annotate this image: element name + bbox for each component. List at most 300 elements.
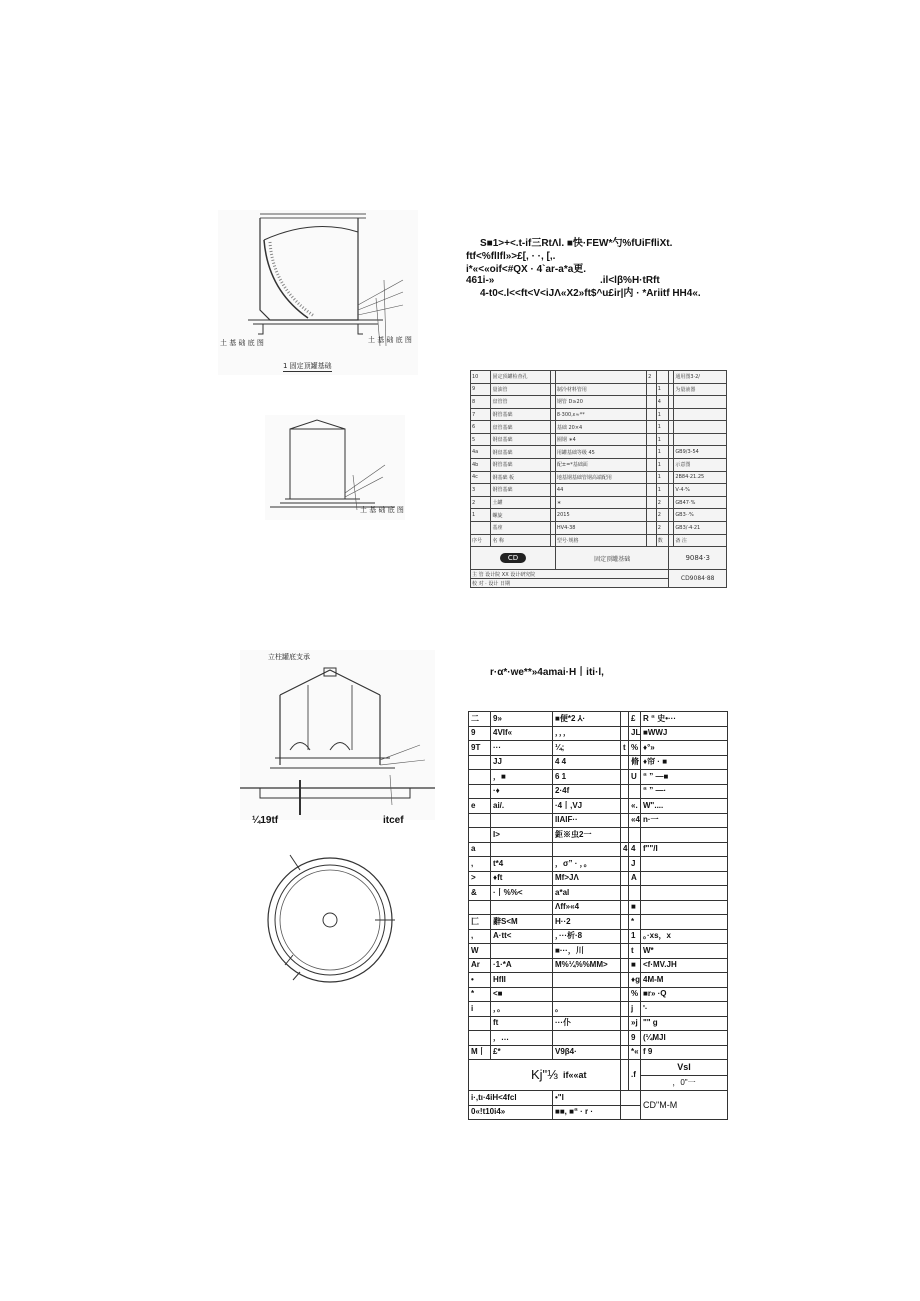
parts-cell: ∗ xyxy=(555,496,646,509)
table-cell: “ ” —· xyxy=(641,784,728,799)
table-cell: A·tt< xyxy=(491,929,553,944)
table-cell: ，σ” · ，。 xyxy=(553,857,621,872)
parts-cell: 序号 xyxy=(471,534,491,547)
parts-cell xyxy=(647,471,657,484)
parts-cell: 钢管 D≥20 xyxy=(555,396,646,409)
table-cell: ·丨%%< xyxy=(491,886,553,901)
table-row xyxy=(469,987,728,1002)
table-cell: “ ” —■ xyxy=(641,770,728,785)
table-cell: ，■ xyxy=(491,770,553,785)
footer-row2-left: 0«!t10i4» xyxy=(469,1105,553,1120)
table-cell: JJ xyxy=(491,755,553,770)
paragraph1-line4a: 461i-» xyxy=(466,275,495,286)
parts-cell: 用罐基础等级 45 xyxy=(555,446,646,459)
tank-elevation-drawing xyxy=(218,210,418,375)
parts-cell: 地基钢基础管钢高端配用 xyxy=(555,471,646,484)
parts-cell: 盘管基础 xyxy=(491,421,551,434)
parts-cell: GB3··% xyxy=(674,509,727,522)
table-cell: I> xyxy=(491,828,553,843)
parts-cell: 6 xyxy=(471,421,491,434)
table-cell: 4 xyxy=(629,842,641,857)
table-cell xyxy=(621,1016,629,1031)
parts-cell xyxy=(647,421,657,434)
table-cell: £ xyxy=(629,712,641,727)
parts-cell xyxy=(674,396,727,409)
parts-cell: 示意图 xyxy=(674,459,727,472)
parts-cell xyxy=(647,459,657,472)
parts-row xyxy=(471,459,727,472)
table-cell xyxy=(621,1002,629,1017)
table-cell: ，，， xyxy=(553,726,621,741)
parts-cell: 4b xyxy=(471,459,491,472)
table-cell xyxy=(621,726,629,741)
parts-cell: 1 xyxy=(656,446,669,459)
table-cell: ¼; xyxy=(553,741,621,756)
table-cell: M%¼%%MM> xyxy=(553,958,621,973)
parts-cell: 为量液器 xyxy=(674,383,727,396)
fig3-label-left: ¼19tf xyxy=(252,815,279,826)
table-cell xyxy=(491,944,553,959)
footer-row1-left: i·,tι·4iH<4fcl xyxy=(469,1091,553,1106)
parts-cell: 制冷材料管用 xyxy=(555,383,646,396)
table-cell: <f·MV.JH xyxy=(641,958,728,973)
parts-cell xyxy=(555,371,646,384)
table-cell: 6 1 xyxy=(553,770,621,785)
parts-row xyxy=(471,433,727,446)
parts-cell: 2 xyxy=(656,509,669,522)
table-cell: 9 xyxy=(629,1031,641,1046)
table-cell xyxy=(629,828,641,843)
parts-cell: GB9/3-54 xyxy=(674,446,727,459)
parts-cell: 9 xyxy=(471,383,491,396)
table-cell: (¼MJI xyxy=(641,1031,728,1046)
table-cell: R “ 史•··· xyxy=(641,712,728,727)
table-cell xyxy=(621,871,629,886)
parts-cell xyxy=(647,433,657,446)
parts-cell: 圈钢 ∗4 xyxy=(555,433,646,446)
table-cell xyxy=(491,813,553,828)
parts-cell: 钢管基础 xyxy=(491,459,551,472)
parts-row xyxy=(471,371,727,384)
table-cell: t xyxy=(621,741,629,756)
table-cell xyxy=(641,871,728,886)
parts-list-table xyxy=(470,370,727,588)
parts-cell: 备 注 xyxy=(674,534,727,547)
parts-cell: V·4·% xyxy=(674,484,727,497)
bottom-mid-cell xyxy=(563,1060,629,1091)
table-cell: ♦g xyxy=(629,973,641,988)
paragraph1-line4b: .il<lβ%H·tRft xyxy=(600,275,660,286)
paragraph1-line5: 4-t0<.l<<ft<V<iJΛ«X2»ft$^u£ir|内 · *Ariitf HH4«. xyxy=(480,288,701,299)
table-cell: f 9 xyxy=(641,1045,728,1060)
table-cell xyxy=(469,828,491,843)
bottom-right-cell: ，0"一 xyxy=(641,1075,728,1091)
table-row xyxy=(469,871,728,886)
table-cell: ···仆 xyxy=(553,1016,621,1031)
parts-cell: 1 xyxy=(656,383,669,396)
table-row xyxy=(469,944,728,959)
parts-cell: 盘管管 xyxy=(491,396,551,409)
parts-cell: 固定顶罐检查孔 xyxy=(491,371,551,384)
parts-cell: 1 xyxy=(656,471,669,484)
table-cell: ■ xyxy=(629,900,641,915)
table-cell: ■···，川 xyxy=(553,944,621,959)
table-cell xyxy=(469,900,491,915)
parts-cell xyxy=(647,534,657,547)
table-cell: a xyxy=(469,842,491,857)
table-cell xyxy=(641,857,728,872)
table-row xyxy=(469,1016,728,1031)
parts-cell xyxy=(647,396,657,409)
table-cell: ·1·*A xyxy=(491,958,553,973)
parts-cell: 通用图3·2/ xyxy=(674,371,727,384)
table-cell: ft xyxy=(491,1016,553,1031)
parts-cell xyxy=(674,408,727,421)
footer-row2-mid: ■■, ■“ · r · xyxy=(553,1105,621,1120)
parts-cell: 钢管基础 xyxy=(491,484,551,497)
table-cell: i xyxy=(469,1002,491,1017)
table-cell xyxy=(469,770,491,785)
table-cell: t xyxy=(629,944,641,959)
parts-cell: 1 xyxy=(656,421,669,434)
paragraph1-line2: ftf<%flIfl»>£[, · ·, [,. xyxy=(466,251,556,262)
table-cell xyxy=(621,886,629,901)
parts-cell: 3 xyxy=(471,484,491,497)
table-cell xyxy=(629,784,641,799)
bottom-mid-text: if««at xyxy=(563,1070,587,1080)
table-cell: * xyxy=(629,915,641,930)
table-cell xyxy=(621,784,629,799)
table-cell: W xyxy=(469,944,491,959)
table-cell: £* xyxy=(491,1045,553,1060)
table-cell: ■WWJ xyxy=(641,726,728,741)
parts-cell: 1 xyxy=(656,433,669,446)
table-row xyxy=(469,958,728,973)
table-cell: 。·xs，x xyxy=(641,929,728,944)
parts-cell: 4c xyxy=(471,471,491,484)
table-cell: 4M-M xyxy=(641,973,728,988)
parts-row xyxy=(471,408,727,421)
table-cell: '· xyxy=(641,1002,728,1017)
table-cell xyxy=(621,799,629,814)
parts-cell: HV4-38 xyxy=(555,521,646,534)
table-cell: • xyxy=(469,973,491,988)
footer-row1-mid: •"I xyxy=(553,1091,621,1106)
parts-cell: 2 xyxy=(656,521,669,534)
tank-plan-drawing xyxy=(255,850,405,995)
fig1-right-label: 土 基 础 底 图 xyxy=(368,336,412,344)
parts-cell: 44 xyxy=(555,484,646,497)
table-cell: ai/. xyxy=(491,799,553,814)
table-cell: 4 4 xyxy=(553,755,621,770)
table-row xyxy=(469,813,728,828)
parts-cell xyxy=(647,446,657,459)
table-cell xyxy=(621,1031,629,1046)
parts-cell: 2 xyxy=(647,371,657,384)
table-row xyxy=(469,712,728,727)
table-row xyxy=(469,900,728,915)
table-cell: *« xyxy=(629,1045,641,1060)
table-cell: ·4丨,VJ xyxy=(553,799,621,814)
table-cell: 9» xyxy=(491,712,553,727)
table-cell xyxy=(641,915,728,930)
parts-cell: 1 xyxy=(471,509,491,522)
table-cell: % xyxy=(629,987,641,1002)
parts-cell: 数 xyxy=(656,534,669,547)
drawing-title: 固定顶罐基础 xyxy=(555,547,668,570)
drawing-number: 9084·3 xyxy=(669,547,727,570)
t2-bottom-row-a xyxy=(469,1060,728,1076)
figure-tank-section-3 xyxy=(240,650,435,826)
parts-cell: 基座 xyxy=(491,521,551,534)
figure-tank-plan-4 xyxy=(255,850,405,995)
parts-row xyxy=(471,534,727,547)
parts-row xyxy=(471,496,727,509)
parts-cell: GB47·% xyxy=(674,496,727,509)
table-cell: V9β4· xyxy=(553,1045,621,1060)
parts-cell xyxy=(674,433,727,446)
parts-cell: 8 xyxy=(471,396,491,409)
parts-cell: 1 xyxy=(656,484,669,497)
table-row xyxy=(469,1031,728,1046)
table-cell: "" g xyxy=(641,1016,728,1031)
table-cell: 匚 xyxy=(469,915,491,930)
parts-cell: 螺旋 xyxy=(491,509,551,522)
parts-row xyxy=(471,484,727,497)
table-cell xyxy=(553,842,621,857)
parts-cell: 钢管基础 xyxy=(491,408,551,421)
table-cell xyxy=(553,973,621,988)
footer2: 校 对 · 设计 日期 xyxy=(471,579,669,588)
figure-tank-elevation-2 xyxy=(265,415,405,520)
parts-cell: 2B84·21.25 xyxy=(674,471,727,484)
table-cell xyxy=(621,1045,629,1060)
parts-cell xyxy=(674,421,727,434)
parts-cell: 5 xyxy=(471,433,491,446)
table-cell: Λff»«4 xyxy=(553,900,621,915)
table-cell xyxy=(491,842,553,857)
parts-row xyxy=(471,509,727,522)
table-cell: H··2 xyxy=(553,915,621,930)
parts-cell xyxy=(647,408,657,421)
table-cell: ■r» ·Q xyxy=(641,987,728,1002)
table-cell: a*al xyxy=(553,886,621,901)
table-cell: j xyxy=(629,1002,641,1017)
table-cell: , xyxy=(469,857,491,872)
table-cell: <■ xyxy=(491,987,553,1002)
paragraph1-line1: S■1>+<.t-if三RtΛl. ■快·FEW*勺%fUiFfliXt. xyxy=(480,238,673,249)
table-cell: ，···析·8 xyxy=(553,929,621,944)
table-cell: «. xyxy=(629,799,641,814)
table-row xyxy=(469,1002,728,1017)
table-row xyxy=(469,828,728,843)
table-cell: > xyxy=(469,871,491,886)
table-cell xyxy=(621,755,629,770)
table-cell xyxy=(621,973,629,988)
table-cell xyxy=(469,755,491,770)
table-cell xyxy=(621,770,629,785)
parts-cell xyxy=(656,371,669,384)
table-row xyxy=(469,741,728,756)
table-cell: 1 xyxy=(629,929,641,944)
table-cell: ·♦ xyxy=(491,784,553,799)
table-cell: * xyxy=(469,987,491,1002)
parts-row xyxy=(471,446,727,459)
table-cell xyxy=(621,828,629,843)
parts-cell: 4 xyxy=(656,396,669,409)
table-cell xyxy=(553,987,621,1002)
t2-footer-row-1 xyxy=(469,1091,728,1106)
table-cell: J xyxy=(629,857,641,872)
table-cell: ■便*2 ⅄· xyxy=(553,712,621,727)
table-cell xyxy=(621,857,629,872)
paragraph2: r·α*·we**»4amai·H丨iti·l, xyxy=(490,667,604,678)
parts-row xyxy=(471,383,727,396)
table-row xyxy=(469,784,728,799)
table-cell xyxy=(469,1031,491,1046)
table-row xyxy=(469,770,728,785)
logo-cell xyxy=(471,547,556,570)
parts-row xyxy=(471,396,727,409)
parts-cell: 2 xyxy=(656,496,669,509)
fig3-label-right: itcef xyxy=(383,815,404,826)
parts-cell xyxy=(471,521,491,534)
parts-row xyxy=(471,521,727,534)
table-cell: ♦°» xyxy=(641,741,728,756)
table-row xyxy=(469,799,728,814)
bottom-right-top-cell: Vsl xyxy=(641,1060,728,1076)
table-cell: M丨 xyxy=(469,1045,491,1060)
table-row xyxy=(469,755,728,770)
parts-cell: 名 称 xyxy=(491,534,551,547)
table-cell xyxy=(553,1031,621,1046)
drawing-number-2: CD9084·88 xyxy=(669,570,727,588)
paragraph1-line3: i*«<«oif<#QX · 4`ar-a*a更. xyxy=(466,264,587,275)
table-cell: W* xyxy=(641,944,728,959)
table-cell: ■ xyxy=(629,958,641,973)
table-cell xyxy=(621,958,629,973)
parts-cell: 配±=*基础面 xyxy=(555,459,646,472)
bottom-left-cell xyxy=(469,1060,621,1091)
fig2-label: 土 基 础 底 图 xyxy=(360,506,404,514)
parts-cell: 型号·规格 xyxy=(555,534,646,547)
table-cell xyxy=(621,712,629,727)
table-cell: ♦ft xyxy=(491,871,553,886)
table-cell xyxy=(641,886,728,901)
parts-cell: 量油管 xyxy=(491,383,551,396)
table-cell: 。 xyxy=(553,1002,621,1017)
table-cell: , xyxy=(469,929,491,944)
table-cell: Ar xyxy=(469,958,491,973)
table-cell: 4VIf« xyxy=(491,726,553,741)
table-cell: 9 xyxy=(469,726,491,741)
parts-cell xyxy=(647,383,657,396)
table-cell: U xyxy=(629,770,641,785)
parts-cell: 1 xyxy=(656,408,669,421)
parts-cell: 8·300,ε≈** xyxy=(555,408,646,421)
footer1: 主 管 设计院 XX 设计研究院 xyxy=(471,570,669,579)
table-cell: W".... xyxy=(641,799,728,814)
table-cell: Mf>JΛ xyxy=(553,871,621,886)
footer-right: CD"M-M xyxy=(641,1091,728,1120)
table-cell: 鉅※虫2一 xyxy=(553,828,621,843)
table-cell: & xyxy=(469,886,491,901)
fig1-caption: 1 固定顶罐基础 xyxy=(283,362,332,370)
table-row xyxy=(469,726,728,741)
parts-cell xyxy=(647,509,657,522)
table-cell: f""/I xyxy=(641,842,728,857)
parts-cell: 7 xyxy=(471,408,491,421)
table-cell xyxy=(641,900,728,915)
table-cell: ，。 xyxy=(491,1002,553,1017)
parts-row xyxy=(471,421,727,434)
parts-cell: 土罐 xyxy=(491,496,551,509)
table-row xyxy=(469,857,728,872)
table-cell: 脩 xyxy=(629,755,641,770)
table-cell: 4 xyxy=(621,842,629,857)
table-cell xyxy=(491,900,553,915)
table-cell: IIAIF·· xyxy=(553,813,621,828)
table-cell xyxy=(469,1016,491,1031)
parts-cell: 2015 xyxy=(555,509,646,522)
parts-cell xyxy=(647,484,657,497)
parts-cell: 1 xyxy=(656,459,669,472)
parts-cell xyxy=(647,496,657,509)
table-cell xyxy=(629,886,641,901)
parts-cell xyxy=(647,521,657,534)
parts-title-row xyxy=(471,547,727,570)
table-cell: HfII xyxy=(491,973,553,988)
table-cell xyxy=(621,944,629,959)
table-cell: A xyxy=(629,871,641,886)
table-cell: ··· xyxy=(491,741,553,756)
bottom-f-cell: .f xyxy=(629,1060,641,1091)
table-cell: 2·4f xyxy=(553,784,621,799)
table-cell xyxy=(621,929,629,944)
ocr-table xyxy=(468,711,728,1120)
table-cell: 9T xyxy=(469,741,491,756)
table-cell: ♦帘 · ■ xyxy=(641,755,728,770)
parts-cell: 基础 20×4 xyxy=(555,421,646,434)
table-cell xyxy=(469,813,491,828)
table-cell: ，… xyxy=(491,1031,553,1046)
table-cell xyxy=(621,987,629,1002)
table-cell xyxy=(641,828,728,843)
table-row xyxy=(469,915,728,930)
table-row xyxy=(469,929,728,944)
figure-tank-elevation-1 xyxy=(218,210,418,375)
table-row xyxy=(469,886,728,901)
table-row xyxy=(469,1045,728,1060)
table-cell: JL xyxy=(629,726,641,741)
table-cell xyxy=(621,813,629,828)
table-cell: t*4 xyxy=(491,857,553,872)
parts-cell: 4a xyxy=(471,446,491,459)
fig1-left-label: 土 基 础 底 图 xyxy=(220,339,264,347)
parts-cell: 钢盘基础 xyxy=(491,446,551,459)
table-cell xyxy=(621,900,629,915)
table-cell: % xyxy=(629,741,641,756)
table-cell: 辭S<M xyxy=(491,915,553,930)
parts-cell: 钢盘基础 xyxy=(491,433,551,446)
parts-cell: GB3/·4·21 xyxy=(674,521,727,534)
cd-logo: CD xyxy=(500,553,526,563)
table-row xyxy=(469,842,728,857)
parts-cell: 10 xyxy=(471,371,491,384)
table-cell: 二 xyxy=(469,712,491,727)
table-cell: n·一 xyxy=(641,813,728,828)
table-cell: «4 xyxy=(629,813,641,828)
